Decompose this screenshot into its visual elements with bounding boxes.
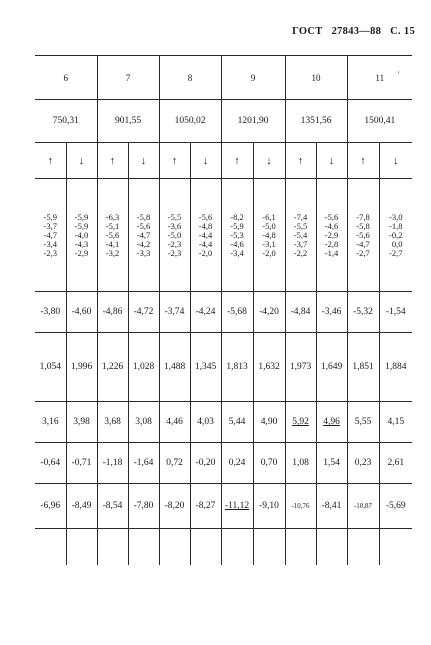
stacked-cell: [285, 179, 316, 292]
stacked-cell: [97, 179, 128, 292]
cell-value: -4,84: [290, 307, 311, 317]
stacked-value: -5,3: [230, 229, 244, 240]
data-cell: [316, 484, 347, 529]
cell-value: 4,90: [260, 417, 278, 427]
page-number: С. 15: [390, 26, 415, 37]
cell-value: 5,55: [354, 417, 372, 427]
cell-value: -1,54: [385, 307, 406, 317]
stacked-value: -5,9: [74, 211, 89, 222]
stacked-value: -5,6: [198, 211, 213, 222]
cell-value: -8,49: [71, 501, 92, 511]
stacked-value: -3,0: [389, 211, 403, 222]
data-cell: [347, 402, 379, 443]
data-cell: [66, 292, 97, 333]
cell-value: 1,851: [352, 362, 374, 372]
column-number: 6: [35, 56, 97, 100]
data-cell: [190, 402, 221, 443]
cell-value: -4,72: [133, 307, 154, 317]
data-cell: [285, 402, 316, 443]
empty-cell: [35, 529, 66, 566]
value-cell: 1201,90: [221, 100, 285, 143]
stacked-value: -7,8: [356, 211, 370, 222]
data-cell: [316, 292, 347, 333]
data-cell: [159, 292, 190, 333]
cell-value: -5,69: [385, 501, 406, 511]
stacked-value: -4,4: [198, 238, 213, 249]
data-cell: [253, 333, 285, 402]
arrow-down-icon: ↓: [379, 143, 412, 179]
column-number: 7: [97, 56, 159, 100]
stacked-value: -3,1: [262, 238, 276, 249]
data-cell: [66, 402, 97, 443]
cell-value: 3,16: [41, 417, 59, 427]
data-cell: [347, 333, 379, 402]
cell-value: 4,46: [166, 417, 183, 427]
empty-cell: [128, 529, 159, 566]
empty-cell: [379, 529, 412, 566]
arrow-up-icon: ↑: [347, 143, 379, 179]
stacked-value: -4,7: [136, 229, 151, 240]
data-cell: [97, 402, 128, 443]
data-cell: [35, 292, 66, 333]
data-cell: [190, 333, 221, 402]
value-cell: 750,31: [35, 100, 97, 143]
column-number-row: [35, 56, 412, 100]
empty-cell: [347, 529, 379, 566]
data-cell: [253, 402, 285, 443]
data-cell: [159, 484, 190, 529]
arrow-up-icon: ↑: [159, 143, 190, 179]
cell-value: -5,68: [227, 307, 247, 317]
stacked-value: -5,6: [356, 229, 370, 240]
data-cell: [66, 443, 97, 484]
stacked-value: -5,1: [105, 220, 120, 231]
data-cell: [285, 292, 316, 333]
data-cell: [128, 292, 159, 333]
stacked-value: -2,0: [198, 247, 213, 258]
data-cell: [159, 333, 190, 402]
stacked-value: -5,9: [74, 220, 89, 231]
stacked-value: -5,9: [43, 211, 57, 222]
stacked-value: -4,8: [262, 229, 276, 240]
arrow-up-icon: ↑: [97, 143, 128, 179]
data-cell: [35, 333, 66, 402]
stacked-value: -4,8: [198, 220, 213, 231]
stacked-value: -5,6: [324, 211, 339, 222]
data-cell: [379, 484, 412, 529]
stacked-cell: [316, 179, 347, 292]
cell-value: -1,64: [133, 458, 154, 468]
arrow-down-icon: ↓: [190, 143, 221, 179]
cell-value: 0,72: [166, 458, 183, 468]
cell-value: -8,27: [195, 501, 216, 511]
cell-value: 1,054: [39, 362, 61, 372]
cell-value: -7,80: [133, 501, 154, 511]
direction-row: [35, 143, 412, 179]
data-cell: [221, 484, 253, 529]
data-cell: [253, 484, 285, 529]
data-row-b: [35, 333, 412, 402]
cell-value: -4,20: [259, 307, 279, 317]
data-cell: [347, 443, 379, 484]
stacked-value: -2,9: [324, 229, 339, 240]
cell-value: 1,632: [258, 362, 280, 372]
cell-value: -3,46: [321, 307, 342, 317]
data-cell: [97, 333, 128, 402]
cell-value: -8,41: [321, 501, 342, 511]
stacked-value: -2,7: [356, 247, 370, 258]
stacked-value: -5,9: [230, 220, 244, 231]
empty-cell: [285, 529, 316, 566]
arrow-down-icon: ↓: [253, 143, 285, 179]
cell-value: 1,973: [289, 362, 312, 372]
data-cell: [128, 402, 159, 443]
cell-value: 0,24: [228, 458, 246, 468]
data-cell: [253, 443, 285, 484]
empty-cell: [190, 529, 221, 566]
stacked-value: -4,4: [198, 229, 213, 240]
data-cell: [159, 402, 190, 443]
stacked-value: -4,3: [74, 238, 89, 249]
empty-cell: [221, 529, 253, 566]
stacked-value: -3,4: [230, 247, 244, 258]
empty-cell: [97, 529, 128, 566]
stacked-value: -3,4: [43, 238, 57, 249]
data-row-a: [35, 292, 412, 333]
data-row-e: [35, 484, 412, 529]
column-number: 10: [285, 56, 347, 100]
stacked-value: -5,6: [105, 229, 120, 240]
data-cell: [316, 402, 347, 443]
empty-cell: [159, 529, 190, 566]
data-cell: [221, 292, 253, 333]
data-cell: [379, 333, 412, 402]
data-cell: [159, 443, 190, 484]
cell-value: 4,03: [197, 417, 214, 427]
cell-value: 4,15: [387, 417, 405, 427]
arrow-down-icon: ↓: [316, 143, 347, 179]
stacked-cell: [128, 179, 159, 292]
cell-value: -4,24: [195, 307, 216, 317]
data-row-c: [35, 402, 412, 443]
data-cell: [285, 443, 316, 484]
data-cell: [347, 292, 379, 333]
stacked-value: -3,7: [293, 238, 308, 249]
stacked-cell: [66, 179, 97, 292]
cell-value: -6,96: [40, 501, 61, 511]
stacked-value: -0,2: [389, 229, 403, 240]
stacked-value: -3,7: [43, 220, 57, 231]
cell-value: 1,08: [292, 458, 309, 468]
column-number: 11: [347, 56, 412, 100]
stacked-values-row: [35, 179, 412, 292]
value-cell: 901,55: [97, 100, 159, 143]
page-header: [286, 26, 415, 37]
cell-value: 1,028: [132, 362, 155, 372]
stray-mark: ': [398, 70, 400, 79]
column-number: 9: [221, 56, 285, 100]
data-cell: [379, 402, 412, 443]
cell-value: 0,23: [354, 458, 372, 468]
stacked-cell: [347, 179, 379, 292]
cell-value: 2,61: [387, 458, 405, 468]
data-cell: [190, 292, 221, 333]
stacked-value: -2,3: [167, 247, 182, 258]
stacked-value: -4,0: [74, 229, 89, 240]
cell-value: 1,996: [70, 362, 93, 372]
value-cell: 1050,02: [159, 100, 221, 143]
stacked-value: -2,3: [43, 247, 57, 258]
cell-value: -10,76: [291, 502, 310, 510]
stacked-value: -2,3: [167, 238, 182, 249]
cell-value: 0,70: [260, 458, 278, 468]
stacked-value: -5,0: [167, 229, 182, 240]
standard-number: 27843—88: [331, 26, 382, 37]
empty-cell: [253, 529, 285, 566]
stacked-cell: [221, 179, 253, 292]
stacked-value: -4,7: [43, 229, 57, 240]
cell-value: 3,08: [135, 417, 152, 427]
arrow-up-icon: ↑: [221, 143, 253, 179]
cell-value: -10,87: [353, 502, 373, 510]
data-cell: [316, 443, 347, 484]
stacked-value: -4,6: [324, 220, 339, 231]
stacked-value: -6,3: [105, 211, 120, 222]
data-cell: [35, 402, 66, 443]
data-cell: [221, 443, 253, 484]
table-tail-row: [35, 529, 412, 566]
cell-value: -0,20: [195, 458, 216, 468]
standard-label: ГОСТ: [292, 26, 323, 37]
stacked-value: 0,0: [391, 238, 403, 249]
arrow-up-icon: ↑: [35, 143, 66, 179]
data-cell: [221, 402, 253, 443]
stacked-value: -1,8: [389, 220, 403, 231]
stacked-value: -2,2: [293, 247, 308, 258]
stacked-value: -3,3: [136, 247, 151, 258]
cell-value: 1,649: [320, 362, 343, 372]
data-cell: [35, 443, 66, 484]
stacked-value: -8,2: [230, 211, 244, 222]
cell-value: 4,96: [323, 417, 340, 427]
cell-value: -8,54: [102, 501, 123, 511]
cell-value: -0,64: [40, 458, 61, 468]
data-cell: [128, 484, 159, 529]
stacked-cell: [35, 179, 66, 292]
cell-value: -11,12: [224, 501, 250, 511]
cell-value: 1,488: [163, 362, 186, 372]
stacked-value: -5,8: [356, 220, 370, 231]
data-cell: [379, 443, 412, 484]
stacked-cell: [379, 179, 412, 292]
stacked-value: -6,1: [262, 211, 276, 222]
data-cell: [379, 292, 412, 333]
stacked-value: -5,5: [167, 211, 182, 222]
cell-value: 5,44: [228, 417, 246, 427]
stacked-cell: [253, 179, 285, 292]
data-cell: [128, 333, 159, 402]
data-cell: [66, 484, 97, 529]
data-cell: [253, 292, 285, 333]
cell-value: -5,32: [353, 307, 373, 317]
cell-value: 3,68: [104, 417, 121, 427]
column-number: 8: [159, 56, 221, 100]
cell-value: -4,60: [71, 307, 92, 317]
cell-value: -1,18: [102, 458, 123, 468]
stacked-value: -7,4: [293, 211, 308, 222]
data-cell: [285, 333, 316, 402]
cell-value: 1,884: [385, 362, 407, 372]
stacked-value: -2,0: [262, 247, 276, 258]
data-cell: [285, 484, 316, 529]
stacked-value: -5,8: [136, 211, 151, 222]
stacked-value: -4,2: [136, 238, 151, 249]
cell-value: 3,98: [73, 417, 90, 427]
empty-cell: [66, 529, 97, 566]
empty-cell: [316, 529, 347, 566]
cell-value: 5,92: [292, 417, 309, 427]
arrow-up-icon: ↑: [285, 143, 316, 179]
data-cell: [128, 443, 159, 484]
cell-value: -3,74: [164, 307, 185, 317]
data-cell: [190, 443, 221, 484]
stacked-value: -4,7: [356, 238, 370, 249]
data-table: [35, 55, 412, 565]
data-cell: [35, 484, 66, 529]
data-cell: [190, 484, 221, 529]
stacked-value: -5,6: [136, 220, 151, 231]
data-cell: [221, 333, 253, 402]
stacked-value: -5,4: [293, 229, 308, 240]
stacked-value: -1,4: [324, 247, 339, 258]
arrow-down-icon: ↓: [66, 143, 97, 179]
stacked-value: -5,5: [293, 220, 308, 231]
value-cell: 1351,56: [285, 100, 347, 143]
stacked-cell: [159, 179, 190, 292]
stacked-value: -3,2: [105, 247, 120, 258]
data-cell: [316, 333, 347, 402]
cell-value: 1,345: [194, 362, 217, 372]
data-cell: [97, 484, 128, 529]
value-row: [35, 100, 412, 143]
stacked-value: -4,6: [230, 238, 244, 249]
value-cell: 1500,41: [347, 100, 412, 143]
stacked-cell: [190, 179, 221, 292]
cell-value: -4,86: [102, 307, 123, 317]
cell-value: -8,20: [164, 501, 185, 511]
cell-value: -0,71: [71, 458, 92, 468]
cell-value: -9,10: [259, 501, 279, 511]
cell-value: 1,54: [323, 458, 340, 468]
data-cell: [97, 292, 128, 333]
data-cell: [97, 443, 128, 484]
stacked-value: -2,7: [389, 247, 403, 258]
stacked-value: -4,1: [105, 238, 120, 249]
data-cell: [66, 333, 97, 402]
arrow-down-icon: ↓: [128, 143, 159, 179]
stacked-value: -3,6: [167, 220, 182, 231]
data-row-d: [35, 443, 412, 484]
cell-value: 1,813: [226, 362, 248, 372]
cell-value: -3,80: [40, 307, 61, 317]
stacked-value: -2,9: [74, 247, 89, 258]
data-cell: [347, 484, 379, 529]
stacked-value: -5,0: [262, 220, 276, 231]
stacked-value: -2,8: [324, 238, 339, 249]
cell-value: 1,226: [101, 362, 124, 372]
